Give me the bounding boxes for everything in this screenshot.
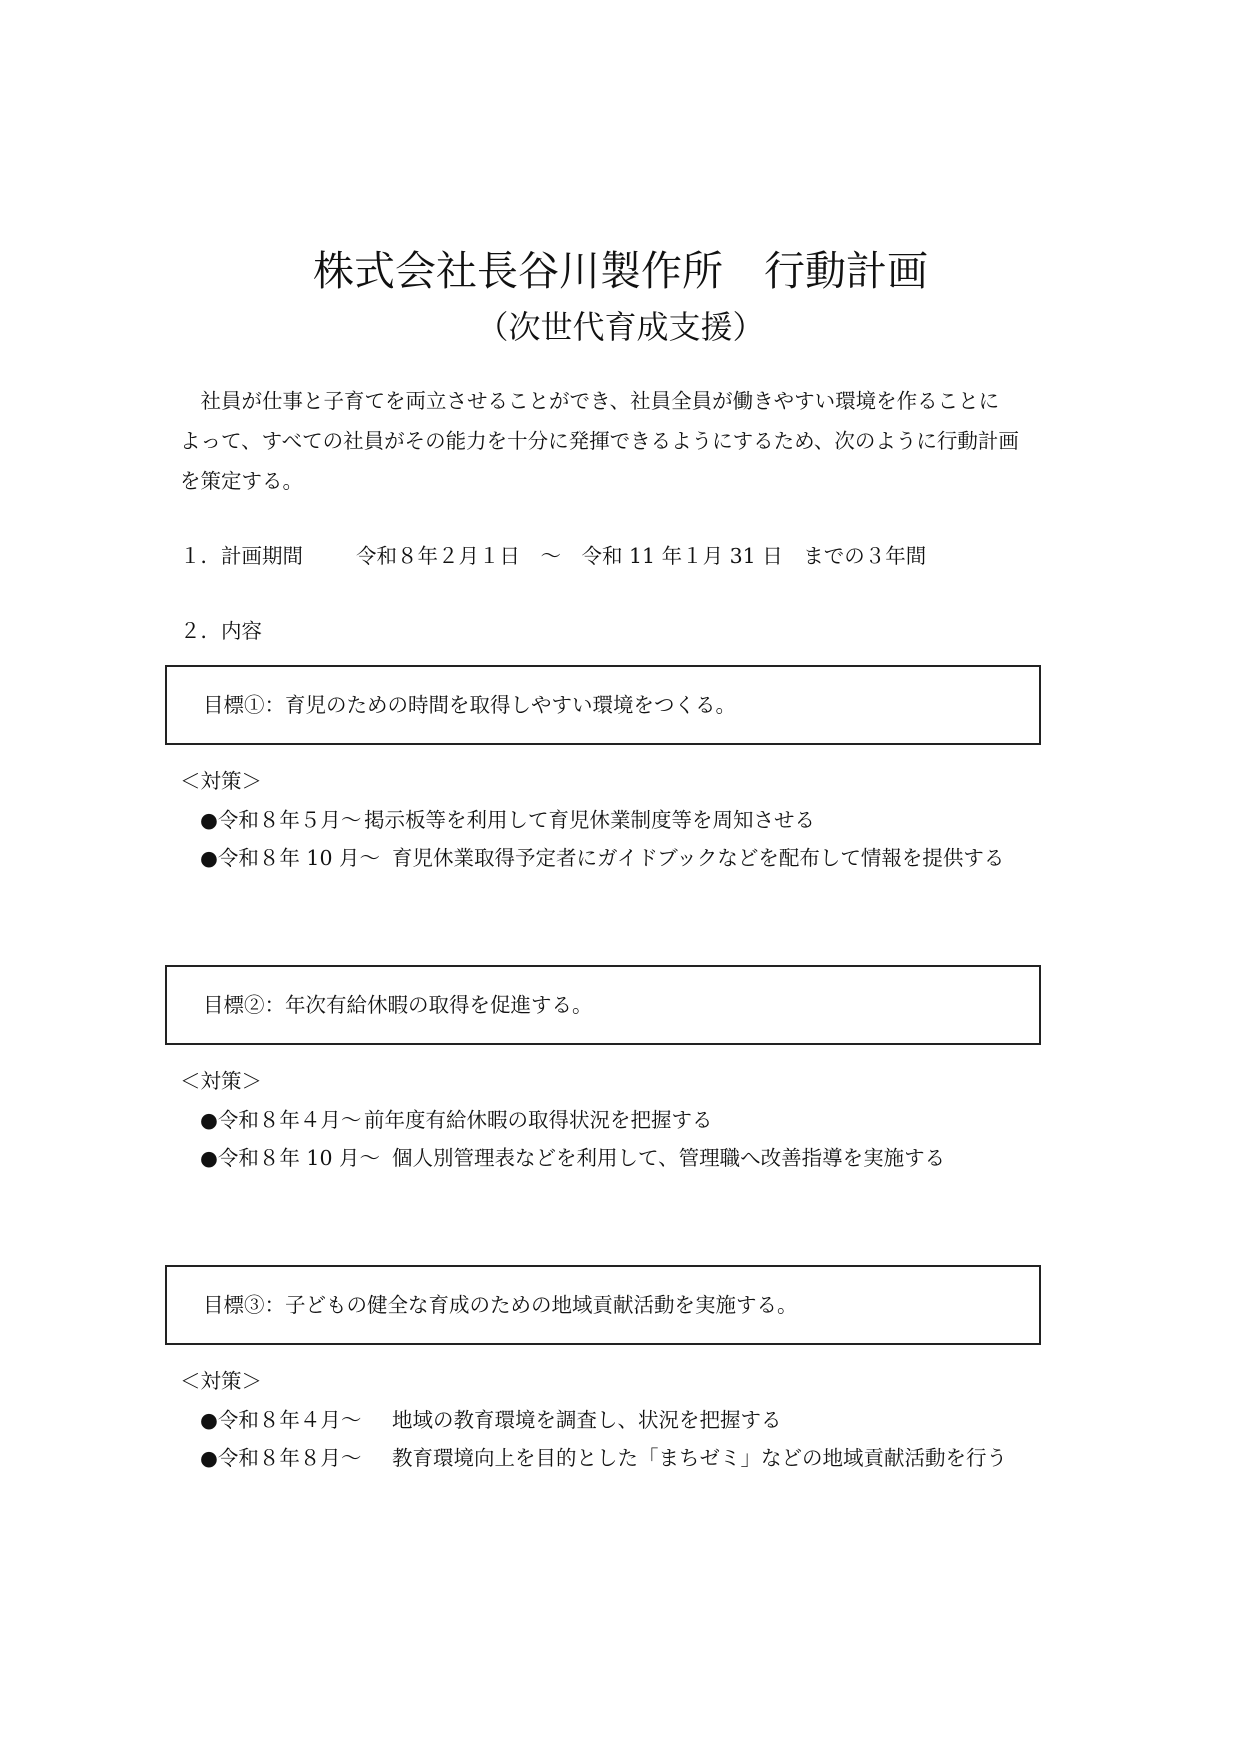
measure-action: 掲示板等を利用して育児休業制度等を周知させる: [364, 808, 815, 832]
measure-action: 育児休業取得予定者にガイドブックなどを配布して情報を提供する: [392, 846, 1005, 870]
document-subtitle: （次世代育成支援）: [476, 308, 765, 346]
content-label: ２．内容: [180, 619, 262, 643]
measure-action: 個人別管理表などを利用して、管理職へ改善指導を実施する: [392, 1146, 946, 1170]
intro-line: を策定する。: [180, 469, 303, 493]
intro-line: 社員が仕事と子育てを両立させることができ、社員全員が働きやすい環境を作ることに: [180, 389, 1000, 413]
goal-title: 目標②：年次有給休暇の取得を促進する。: [203, 993, 593, 1017]
measure-action: 教育環境向上を目的とした「まちゼミ」などの地域貢献活動を行う: [392, 1446, 1007, 1470]
intro-line: よって、すべての社員がその能力を十分に発揮できるようにするため、次のように行動計画: [180, 429, 1019, 453]
measure-item: [200, 805, 815, 835]
measure-date: ●令和８年４月～: [200, 1108, 362, 1132]
measure-item: [200, 1143, 945, 1173]
measure-date: ●令和８年４月～: [200, 1408, 362, 1432]
measure-item: [200, 1443, 1007, 1473]
measure-date: ●令和８年５月～: [200, 808, 362, 832]
period-label: １．計画期間: [180, 544, 303, 568]
period-value: 令和８年２月１日 ～ 令和 11 年１月 31 日 までの３年間: [356, 544, 927, 568]
measure-action: 地域の教育環境を調査し、状況を把握する: [392, 1408, 782, 1432]
goal-title: 目標①：育児のための時間を取得しやすい環境をつくる。: [203, 693, 736, 717]
measure-action: 前年度有給休暇の取得状況を把握する: [364, 1108, 713, 1132]
measure-date: ●令和８年８月～: [200, 1446, 362, 1470]
goal-box-3: [165, 1265, 1041, 1345]
measure-item: [200, 843, 1004, 873]
document-title: 株式会社長谷川製作所 行動計画: [313, 247, 928, 295]
measures-label: ＜対策＞: [180, 1369, 262, 1393]
measure-date: ●令和８年 10 月～: [200, 1146, 381, 1170]
measure-date: ●令和８年 10 月～: [200, 846, 381, 870]
measure-item: [200, 1105, 713, 1135]
goal-box-2: [165, 965, 1041, 1045]
measure-item: [200, 1405, 782, 1435]
measures-label: ＜対策＞: [180, 769, 262, 793]
measures-label: ＜対策＞: [180, 1069, 262, 1093]
goal-title: 目標③：子どもの健全な育成のための地域貢献活動を実施する。: [203, 1293, 798, 1317]
goal-box-1: [165, 665, 1041, 745]
